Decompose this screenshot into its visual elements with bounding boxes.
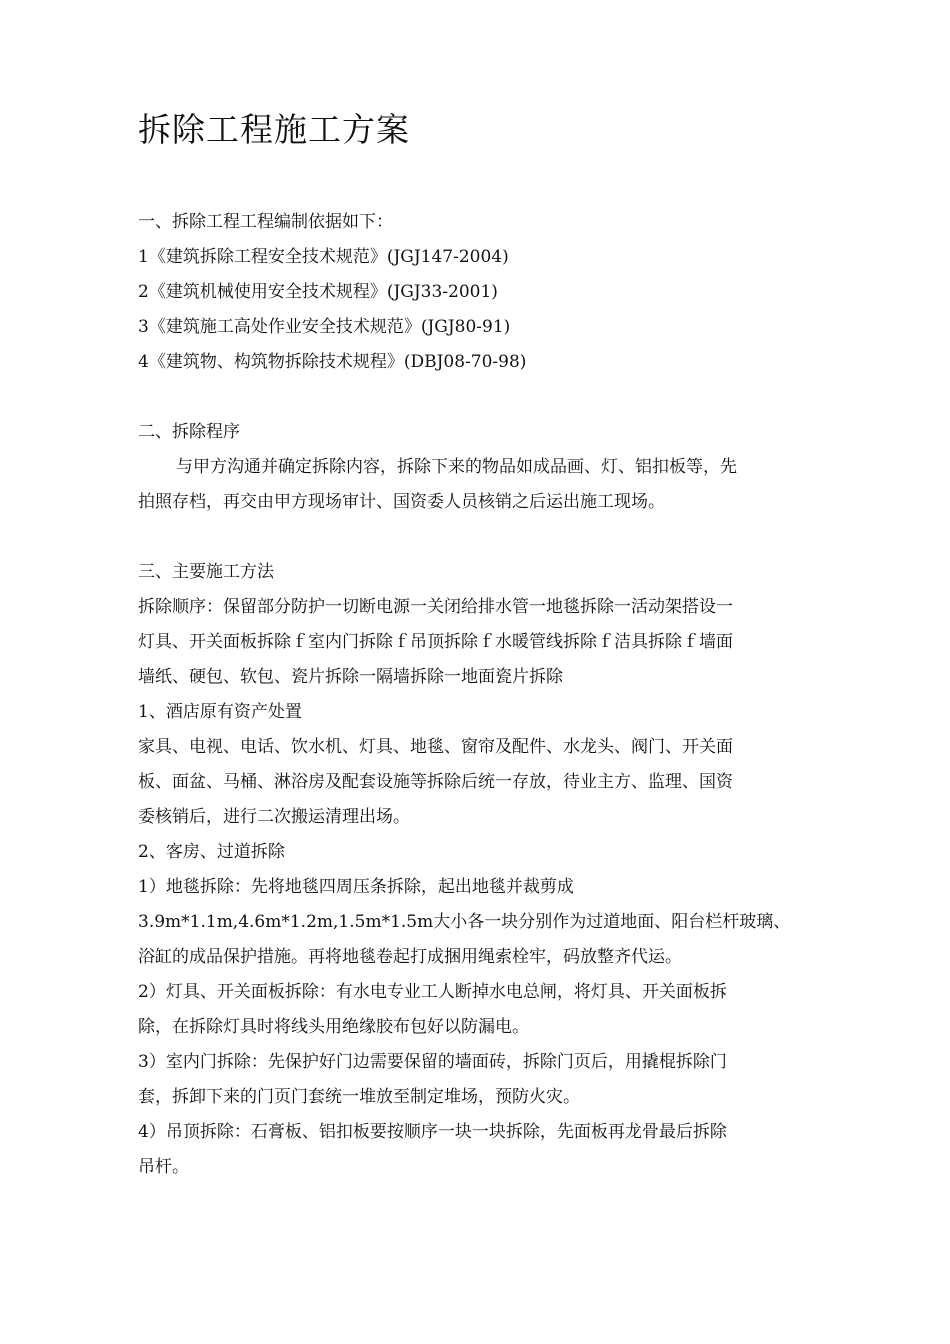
section-2-paragraph-line-2: 拍照存档，再交由甲方现场审计、国资委人员核销之后运出施工现场。 [138,492,665,512]
subsection-2-line-7: 套，拆卸下来的门页门套统一堆放至制定堆场，预防火灾。 [138,1087,580,1107]
subsection-2-line-9: 吊杆。 [138,1157,189,1177]
sequence-line-3: 墙纸、硬包、软包、瓷片拆除一隔墙拆除一地面瓷片拆除 [138,667,563,687]
subsection-2-line-5: 除，在拆除灯具时将线头用绝缘胶布包好以防漏电。 [138,1017,529,1037]
reference-item-3: 3《建筑施工高处作业安全技术规范》(JGJ80-91) [138,317,511,337]
subsection-2-heading: 2、客房、过道拆除 [138,842,285,862]
subsection-2-line-2: 3.9m*1.1m,4.6m*1.2m,1.5m*1.5m大小各一块分别作为过道地面、阳台栏杆玻璃、 [138,912,791,932]
subsection-2-line-8: 4）吊顶拆除：石膏板、铝扣板要按顺序一块一块拆除，先面板再龙骨最后拆除 [138,1122,727,1142]
subsection-1-heading: 1、酒店原有资产处置 [138,702,302,722]
subsection-1-line-3: 委核销后，进行二次搬运清理出场。 [138,807,410,827]
sequence-line-2: 灯具、开关面板拆除ｆ室内门拆除ｆ吊顶拆除ｆ水暖管线拆除ｆ洁具拆除ｆ墙面 [138,632,733,652]
subsection-2-line-4: 2）灯具、开关面板拆除：有水电专业工人断掉水电总闸，将灯具、开关面板拆 [138,982,727,1002]
section-1-heading: 一、拆除工程工程编制依据如下： [138,212,393,232]
subsection-1-line-1: 家具、电视、电话、饮水机、灯具、地毯、窗帘及配件、水龙头、阀门、开关面 [138,737,733,757]
document-title: 拆除工程施工方案 [138,110,410,149]
section-3-heading: 三、主要施工方法 [138,562,274,582]
section-2-heading: 二、拆除程序 [138,422,240,442]
reference-item-4: 4《建筑物、构筑物拆除技术规程》(DBJ08-70-98) [138,352,527,372]
reference-item-2: 2《建筑机械使用安全技术规程》(JGJ33-2001) [138,282,498,302]
sequence-line-1: 拆除顺序：保留部分防护一切断电源一关闭给排水管一地毯拆除一活动架搭设一 [138,597,733,617]
reference-item-1: 1《建筑拆除工程安全技术规范》(JGJ147-2004) [138,247,509,267]
subsection-2-line-3: 浴缸的成品保护措施。再将地毯卷起打成捆用绳索栓牢，码放整齐代运。 [138,947,682,967]
section-2-paragraph-line-1: 与甲方沟通并确定拆除内容，拆除下来的物品如成品画、灯、铝扣板等，先 [176,457,737,477]
subsection-2-line-1: 1）地毯拆除：先将地毯四周压条拆除，起出地毯并裁剪成 [138,877,574,897]
subsection-2-line-6: 3）室内门拆除：先保护好门边需要保留的墙面砖，拆除门页后，用撬棍拆除门 [138,1052,727,1072]
subsection-1-line-2: 板、面盆、马桶、淋浴房及配套设施等拆除后统一存放，待业主方、监理、国资 [138,772,733,792]
